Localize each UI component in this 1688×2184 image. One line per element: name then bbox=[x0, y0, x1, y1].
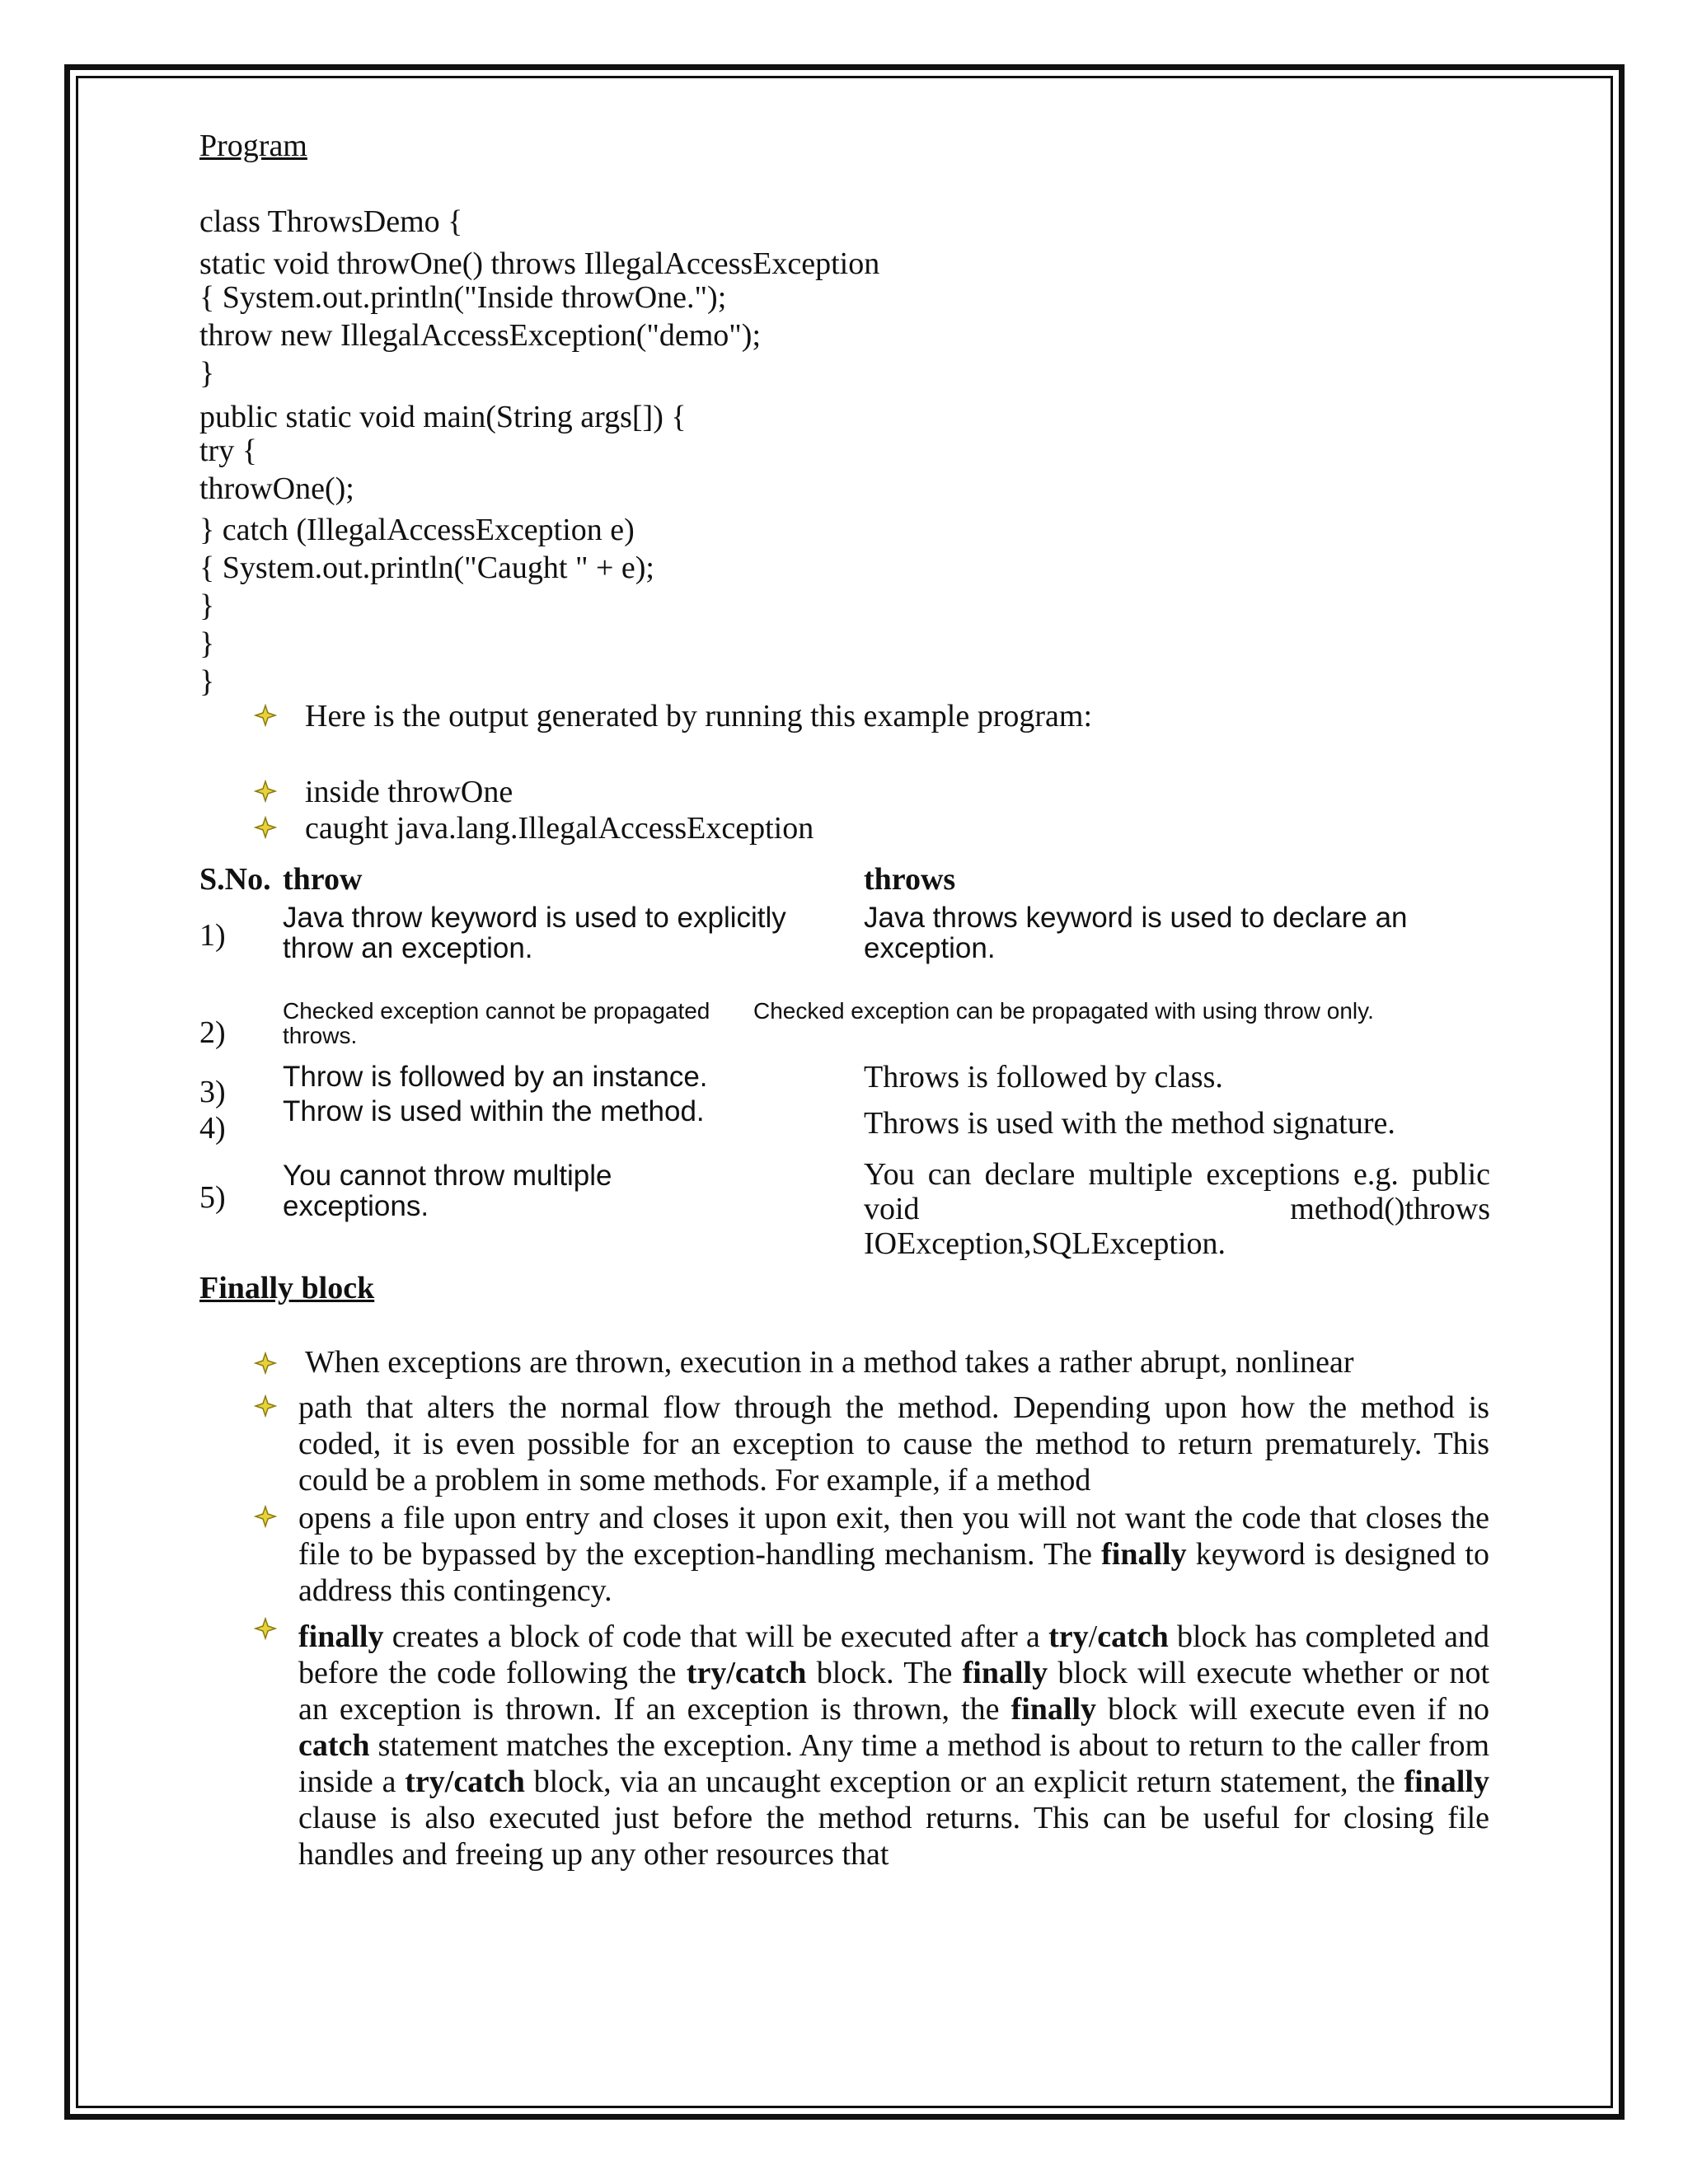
bullet-icon bbox=[254, 1505, 277, 1528]
table-cell-throws: Throws is used with the method signature. bbox=[864, 1106, 1395, 1141]
code-line: throw new IllegalAccessException("demo"); bbox=[199, 318, 762, 353]
code-line: { System.out.println("Caught " + e); bbox=[199, 551, 654, 585]
paragraph-text: block will execute whether or not an exception is thrown. If an exception is thrown, the bbox=[298, 1656, 1489, 1727]
keyword-finally: finally bbox=[1101, 1537, 1187, 1572]
table-cell-throws: You can declare multiple exceptions e.g. public void method()throws IOException,SQLException. bbox=[864, 1157, 1490, 1261]
table-cell-throws: Checked exception can be propagated with using throw only. bbox=[753, 998, 1374, 1024]
paragraph-text: clause is also executed just before the method returns. This can be useful for closing file handles and freeing up any other resources that bbox=[298, 1801, 1489, 1872]
keyword-text: try/catch bbox=[686, 1656, 807, 1690]
code-line: } bbox=[199, 356, 215, 391]
finally-bullet-3 bbox=[298, 1500, 1489, 1609]
paragraph-text: block. The bbox=[806, 1656, 963, 1690]
keyword-text: catch bbox=[298, 1728, 370, 1763]
paragraph-text: opens a file upon entry and closes it upon exit, then you will not want the code that closes the file to be bypassed by the exception-handling mechanism. The bbox=[298, 1501, 1489, 1572]
keyword-text: catch bbox=[1097, 1619, 1169, 1654]
output-line: caught java.lang.IllegalAccessException bbox=[305, 811, 814, 846]
code-line: } bbox=[199, 588, 215, 623]
keyword-text: try bbox=[1048, 1619, 1089, 1654]
bullet-icon bbox=[254, 704, 277, 727]
finally-heading: Finally block bbox=[199, 1271, 375, 1305]
code-line: { System.out.println("Inside throwOne."); bbox=[199, 280, 727, 315]
table-cell-throw: Throw is followed by an instance. bbox=[283, 1061, 708, 1093]
finally-bullet-4 bbox=[298, 1619, 1489, 1872]
paragraph-text: block has completed and before the code following the bbox=[298, 1619, 1490, 1690]
table-cell-throws: Java throws keyword is used to declare an exception. bbox=[864, 902, 1408, 964]
table-cell-throw: Java throw keyword is used to explicitly throw an exception. bbox=[283, 902, 786, 964]
bullet-icon bbox=[254, 1617, 277, 1640]
paragraph-text: creates a block of code that will be executed after a bbox=[383, 1619, 1049, 1654]
bullet-icon bbox=[254, 816, 277, 839]
keyword-text: finally bbox=[962, 1656, 1048, 1690]
paragraph-text: block will execute even if no bbox=[1096, 1692, 1489, 1727]
table-row-number: 1) bbox=[199, 918, 226, 953]
code-line: class ThrowsDemo { bbox=[199, 204, 463, 239]
code-line: } bbox=[199, 664, 215, 699]
keyword-text: finally bbox=[1404, 1765, 1489, 1799]
table-header-sno: S.No. bbox=[199, 862, 271, 897]
paragraph-text: statement matches the exception. Any time a method is about to return to the caller from inside a bbox=[298, 1728, 1489, 1799]
keyword-text: finally bbox=[298, 1619, 384, 1654]
code-line: static void throwOne() throws IllegalAccessException bbox=[199, 246, 880, 281]
paragraph-text: block, via an uncaught exception or an explicit return statement, the bbox=[524, 1765, 1404, 1799]
code-line: try { bbox=[199, 434, 257, 468]
table-row-number: 3) bbox=[199, 1075, 226, 1109]
table-row-number: 4) bbox=[199, 1111, 226, 1146]
code-line: } bbox=[199, 626, 215, 661]
keyword-text: try/catch bbox=[405, 1765, 525, 1799]
code-line: } catch (IllegalAccessException e) bbox=[199, 513, 635, 547]
table-header-throw: throw bbox=[283, 862, 363, 897]
table-cell-throw: Checked exception cannot be propagated throws. bbox=[283, 998, 710, 1048]
code-line: throwOne(); bbox=[199, 471, 354, 506]
paragraph-text: / bbox=[1088, 1619, 1098, 1654]
table-row-number: 2) bbox=[199, 1015, 226, 1050]
paragraph-text: keyword is designed to address this contingency. bbox=[298, 1537, 1489, 1608]
bullet-icon bbox=[254, 1394, 277, 1418]
keyword-text: finally bbox=[1010, 1692, 1097, 1727]
table-header-throws: throws bbox=[864, 862, 956, 897]
table-cell-throws: Throws is followed by class. bbox=[864, 1060, 1223, 1094]
output-intro: Here is the output generated by running this example program: bbox=[305, 699, 1093, 733]
table-row-number: 5) bbox=[199, 1180, 226, 1215]
bullet-icon bbox=[254, 780, 277, 803]
output-line: inside throwOne bbox=[305, 775, 513, 809]
finally-bullet-2: path that alters the normal flow through the method. Depending upon how the method is coded, it is even possible for an exception to cause the method to return prematurely. This could be a problem in some methods. For example, if a method bbox=[298, 1390, 1489, 1497]
table-cell-throw: Throw is used within the method. bbox=[283, 1095, 705, 1127]
table-cell-throw: You cannot throw multiple exceptions. bbox=[283, 1160, 612, 1222]
finally-bullet-1: When exceptions are thrown, execution in a method takes a rather abrupt, nonlinear bbox=[305, 1345, 1354, 1380]
bullet-icon bbox=[254, 1352, 277, 1375]
program-heading: Program bbox=[199, 129, 307, 163]
code-line: public static void main(String args[]) { bbox=[199, 400, 687, 434]
